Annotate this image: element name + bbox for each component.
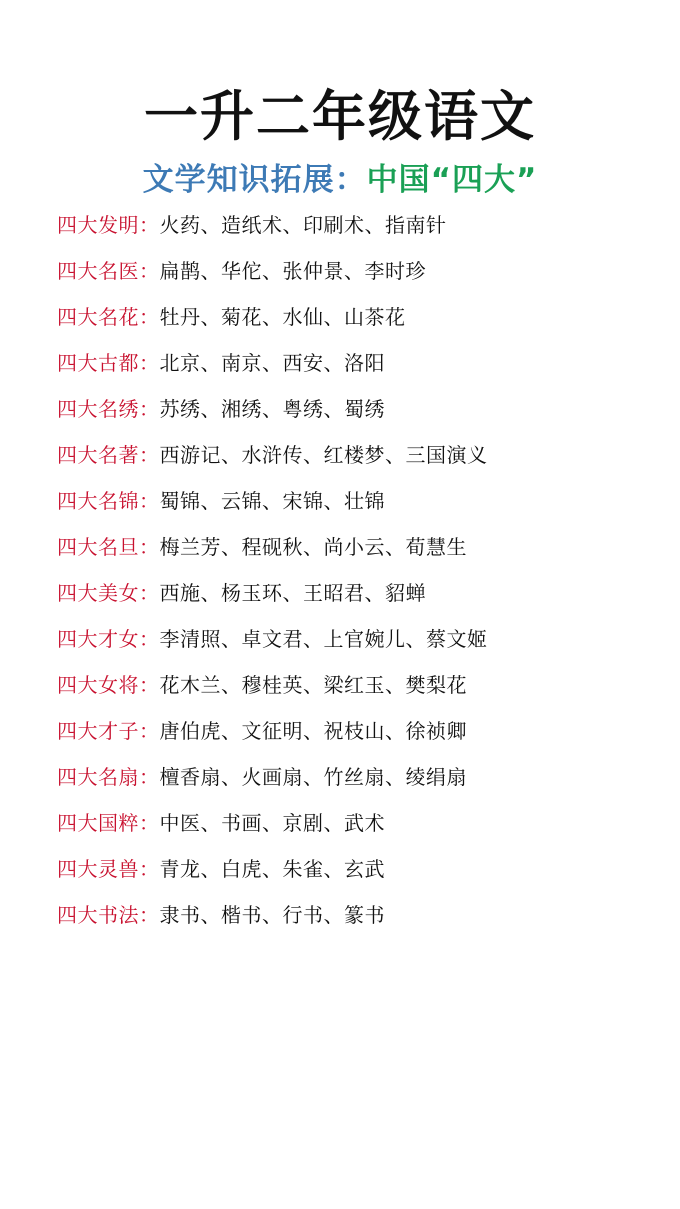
category-label: 四大发明：	[57, 213, 160, 237]
category-items: 牡丹、菊花、水仙、山茶花	[159, 305, 406, 329]
category-label: 四大才子：	[57, 719, 160, 743]
category-items: 梅兰芳、程砚秋、尚小云、荀慧生	[159, 535, 467, 559]
list-item	[57, 386, 657, 432]
category-items: 苏绣、湘绣、粤绣、蜀绣	[159, 397, 385, 421]
category-items: 隶书、楷书、行书、篆书	[159, 903, 385, 927]
page-title: 一升二年级语文	[144, 85, 536, 148]
category-label: 四大名著：	[57, 443, 160, 467]
category-label: 四大名锦：	[57, 489, 160, 513]
category-items: 北京、南京、西安、洛阳	[159, 351, 385, 375]
category-items: 檀香扇、火画扇、竹丝扇、绫绢扇	[159, 765, 467, 789]
list-item	[57, 800, 657, 846]
category-items: 唐伯虎、文征明、祝枝山、徐祯卿	[159, 719, 467, 743]
list-item	[57, 248, 657, 294]
category-label: 四大灵兽：	[57, 857, 160, 881]
list-item	[57, 570, 657, 616]
list-item	[57, 616, 657, 662]
subtitle-part-literature: 文学知识拓展：	[142, 162, 367, 198]
list-item	[57, 662, 657, 708]
category-label: 四大古都：	[57, 351, 160, 375]
list-item	[57, 432, 657, 478]
category-items: 中医、书画、京剧、武术	[159, 811, 385, 835]
category-items: 青龙、白虎、朱雀、玄武	[159, 857, 385, 881]
category-items: 李清照、卓文君、上官婉儿、蔡文姬	[159, 627, 488, 651]
list-item	[57, 340, 657, 386]
list-item	[57, 524, 657, 570]
category-label: 四大国粹：	[57, 811, 160, 835]
list-item	[57, 754, 657, 800]
knowledge-list	[57, 202, 657, 938]
list-item	[57, 892, 657, 938]
category-items: 扁鹊、华佗、张仲景、李时珍	[159, 259, 426, 283]
list-item	[57, 708, 657, 754]
list-item	[57, 478, 657, 524]
subtitle-part-china-four-greats: 中国“四大”	[366, 162, 538, 198]
category-items: 蜀锦、云锦、宋锦、壮锦	[159, 489, 385, 513]
list-item	[57, 202, 657, 248]
category-label: 四大女将：	[57, 673, 160, 697]
list-item	[57, 294, 657, 340]
category-items: 西施、杨玉环、王昭君、貂蝉	[159, 581, 426, 605]
category-label: 四大名旦：	[57, 535, 160, 559]
category-items: 火药、造纸术、印刷术、指南针	[159, 213, 447, 237]
category-label: 四大名医：	[57, 259, 160, 283]
category-label: 四大名花：	[57, 305, 160, 329]
category-items: 西游记、水浒传、红楼梦、三国演义	[159, 443, 488, 467]
category-items: 花木兰、穆桂英、梁红玉、樊梨花	[159, 673, 467, 697]
category-label: 四大名扇：	[57, 765, 160, 789]
category-label: 四大才女：	[57, 627, 160, 651]
category-label: 四大美女：	[57, 581, 160, 605]
category-label: 四大名绣：	[57, 397, 160, 421]
page-subtitle	[0, 160, 680, 200]
category-label: 四大书法：	[57, 903, 160, 927]
list-item	[57, 846, 657, 892]
